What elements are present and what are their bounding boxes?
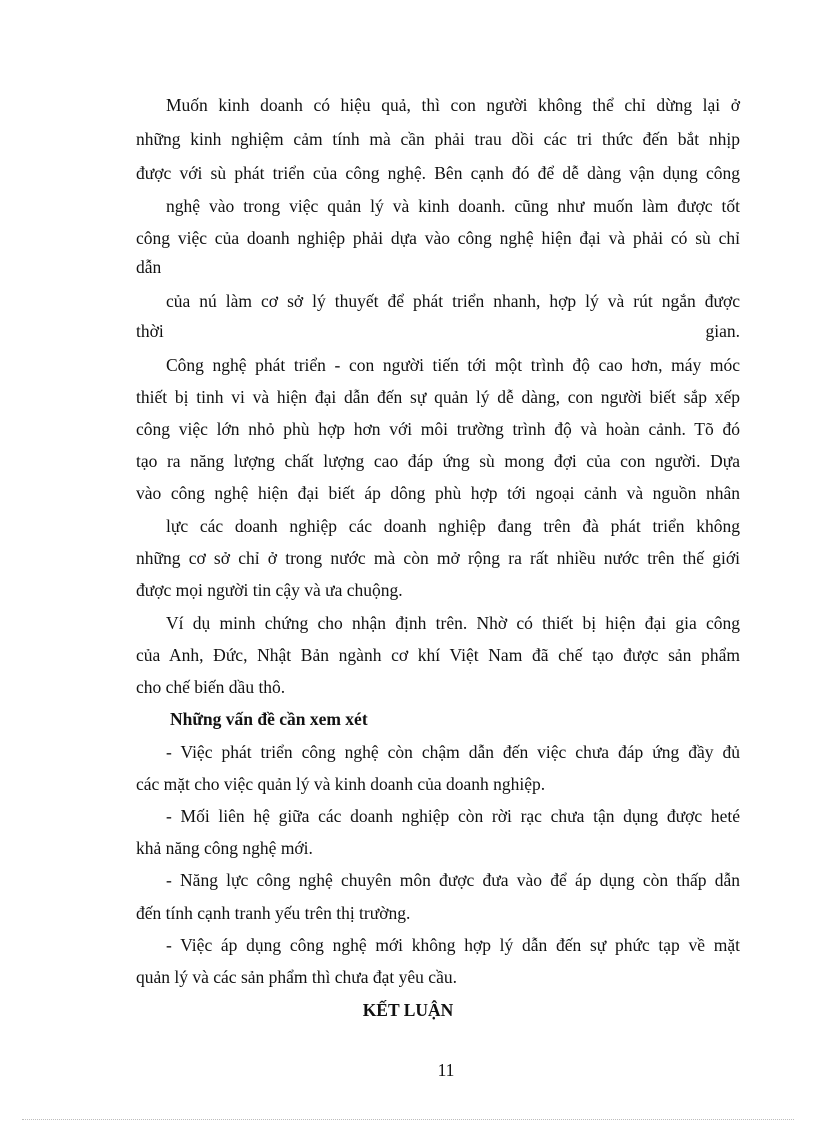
text-line: cho chế biến dầu thô.: [136, 677, 286, 697]
text-line: công việc lớn nhỏ phù hợp hơn với môi trường trình độ và hoàn cảnh. Tõ đó: [136, 419, 740, 439]
text-line: đến tính cạnh tranh yếu trên thị trường.: [136, 903, 411, 923]
text-line: Muốn kinh doanh có hiệu quả, thì con người không thể chỉ dừng lại ở: [166, 95, 740, 115]
section-heading: Những vấn đề cần xem xét: [170, 709, 368, 729]
text-line: - Việc áp dụng công nghệ mới không hợp lý dẫn đến sự phức tạp về mặt: [166, 935, 740, 955]
text-line: - Việc phát triển công nghệ còn chậm dẫn đến việc chưa đáp ứng đầy đủ: [166, 742, 740, 762]
text-line: thời gian.: [136, 321, 740, 341]
text-line: quản lý và các sản phẩm thì chưa đạt yêu cầu.: [136, 967, 457, 987]
text-line: nghệ vào trong việc quản lý và kinh doanh. cũng như muốn làm được tốt: [166, 196, 740, 216]
text-line: của nú làm cơ sở lý thuyết để phát triển nhanh, hợp lý và rút ngắn được: [166, 291, 740, 311]
text-line: - Năng lực công nghệ chuyên môn được đưa vào để áp dụng còn thấp dẫn: [166, 870, 740, 890]
text-line: thiết bị tinh vi và hiện đại dẫn đến sự quản lý dễ dàng, con người biết sắp xếp: [136, 387, 740, 407]
text-line: dẫn: [136, 257, 162, 277]
conclusion-heading: KẾT LUẬN: [362, 1000, 454, 1020]
text-line: của Anh, Đức, Nhật Bản ngành cơ khí Việt Nam đã chế tạo được sản phẩm: [136, 645, 740, 665]
text-line: Công nghệ phát triển - con người tiến tới một trình độ cao hơn, máy móc: [166, 355, 740, 375]
page-number: 11: [437, 1060, 455, 1080]
text-line: được với sù phát triển của công nghệ. Bên cạnh đó để dễ dàng vận dụng công: [136, 163, 740, 183]
text-line: những kinh nghiệm cảm tính mà cần phải trau dồi các tri thức đến bắt nhịp: [136, 129, 740, 149]
text-line: công việc của doanh nghiệp phải dựa vào công nghệ hiện đại và phải có sù chỉ: [136, 228, 740, 248]
text-line: Ví dụ minh chứng cho nhận định trên. Nhờ có thiết bị hiện đại gia công: [166, 613, 740, 633]
footer-divider: [22, 1119, 794, 1120]
text-line: - Mối liên hệ giữa các doanh nghiệp còn rời rạc chưa tận dụng được heté: [166, 806, 740, 826]
text-line: những cơ sở chỉ ở trong nước mà còn mở rộng ra rất nhiều nước trên thế giới: [136, 548, 740, 568]
text-line: các mặt cho việc quản lý và kinh doanh của doanh nghiệp.: [136, 774, 546, 794]
text-line: khả năng công nghệ mới.: [136, 838, 313, 858]
text-line: được mọi người tin cậy và ưa chuộng.: [136, 580, 403, 600]
text-line: tạo ra năng lượng chất lượng cao đáp ứng sù mong đợi của con người. Dựa: [136, 451, 740, 471]
text-line: lực các doanh nghiệp các doanh nghiệp đang trên đà phát triển không: [166, 516, 740, 536]
text-line: vào công nghệ hiện đại biết áp dông phù hợp tới ngoại cảnh và nguồn nhân: [136, 483, 740, 503]
